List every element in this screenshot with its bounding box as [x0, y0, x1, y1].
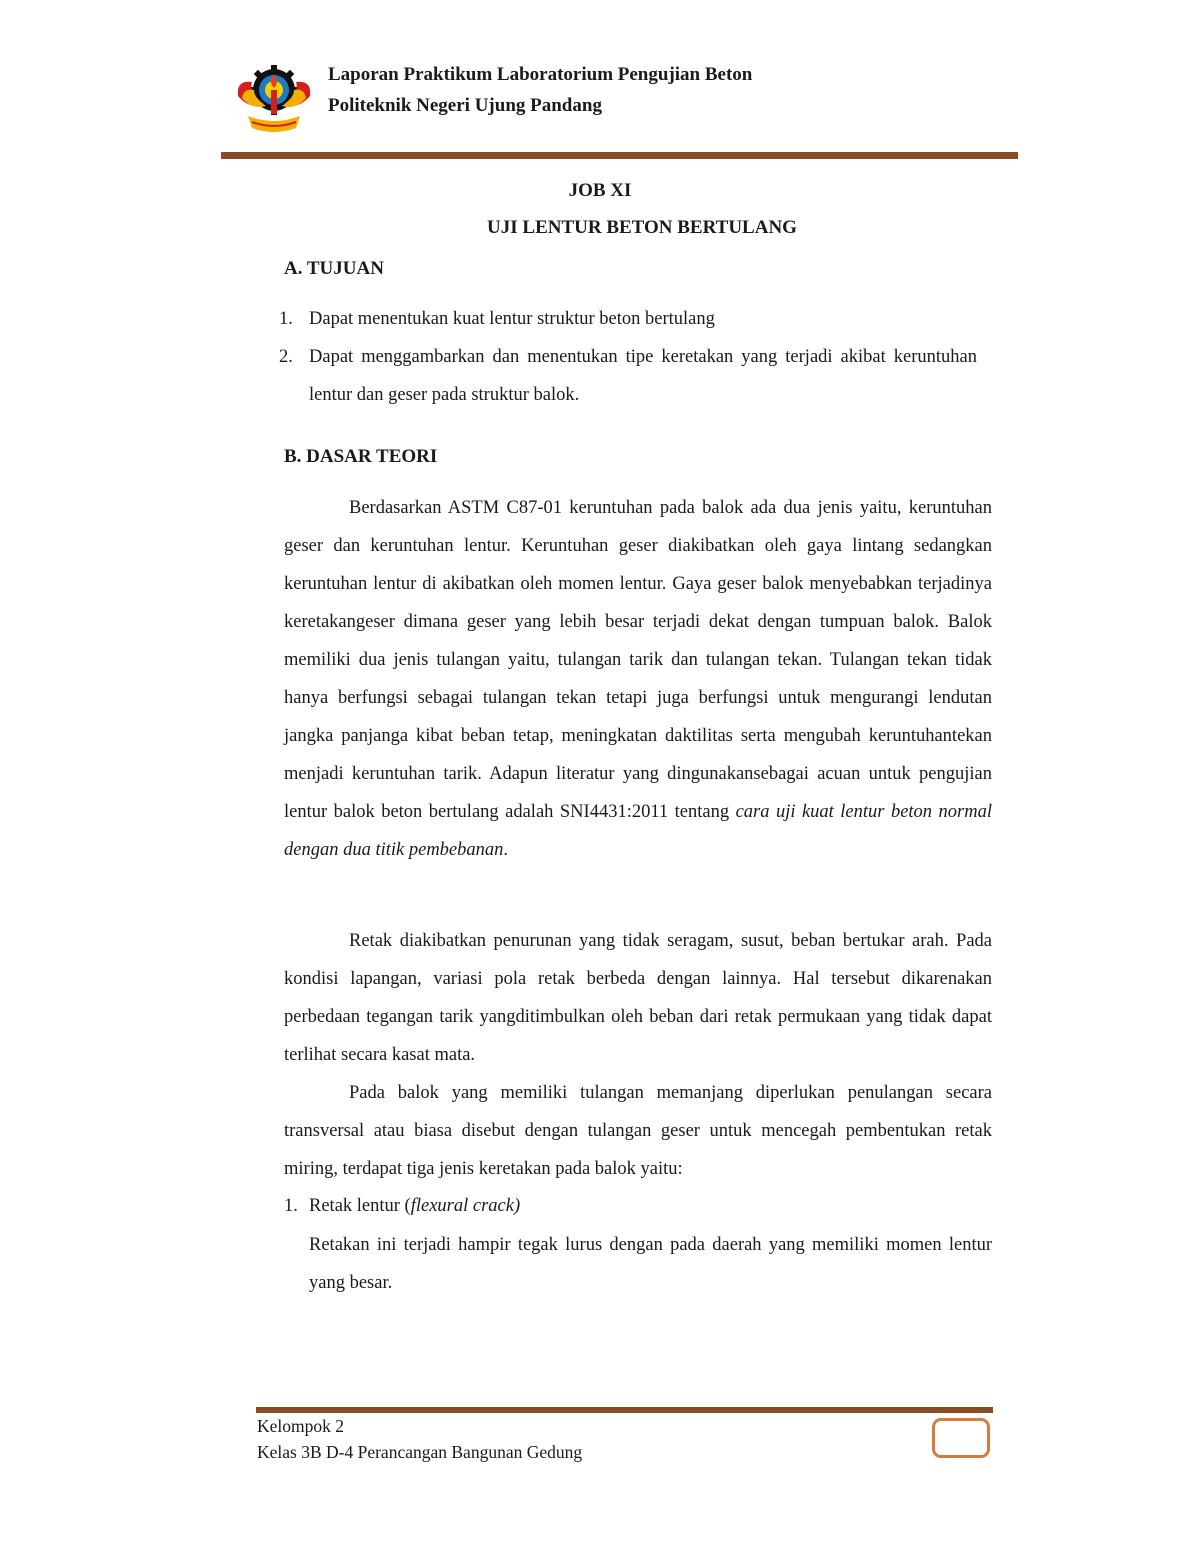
crack-type-1-description: Retakan ini terjadi hampir tegak lurus dengan pada daerah yang memiliki momen lentur yang besar.: [309, 1235, 992, 1293]
footer-group: Kelompok 2: [257, 1416, 345, 1436]
section-a-heading: A. TUJUAN: [284, 258, 384, 279]
footer-class: Kelas 3B D-4 Perancangan Bangunan Gedung: [257, 1442, 583, 1462]
objective-1-number: 1.: [279, 309, 293, 329]
crack-type-1-english: flexural crack): [410, 1196, 521, 1216]
theory-paragraph-1-text: Berdasarkan ASTM C87-01 keruntuhan pada balok ada dua jenis yaitu, keruntuhan geser dan keruntuhan lentur. Keruntuhan geser diakibatkan oleh gaya lintang sedangkan keruntuhan lentur di akibatkan oleh momen lentur. Gaya geser balok menyebabkan terjadinya keretakangeser dimana geser yang lebih besar terjadi dekat dengan tumpuan balok. Balok memiliki dua jenis tulangan yaitu, tulangan tarik dan tulangan tekan. Tulangan tekan tidak hanya berfungsi sebagai tulangan tekan tetapi juga berfungsi untuk mengurangi lendutan jangka panjanga kibat beban tetap, meningkatan daktilitas serta mengubah keruntuhantekan menjadi keruntuhan tarik. Adapun literatur yang dingunakansebagai acuan untuk pengujian lentur balok beton bertulang adalah SNI4431:2011 tentang: [284, 498, 992, 822]
section-b-heading: B. DASAR TEORI: [284, 446, 438, 467]
theory-paragraph-3: Pada balok yang memiliki tulangan memanjang diperlukan penulangan secara transversal atau biasa disebut dengan tulangan geser untuk mencegah pembentukan retak miring, terdapat tiga jenis keretakan pada balok yaitu:: [284, 1083, 992, 1179]
objective-2-number: 2.: [279, 347, 293, 367]
page-number-box: [932, 1418, 990, 1458]
crack-type-1-number: 1.: [284, 1196, 298, 1216]
objective-2-text: Dapat menggambarkan dan menentukan tipe keretakan yang terjadi akibat keruntuhan lentur dan geser pada struktur balok.: [309, 347, 977, 405]
crack-type-1-label: Retak lentur (: [309, 1196, 411, 1216]
objective-1-text: Dapat menentukan kuat lentur struktur beton bertulang: [309, 309, 715, 329]
header-divider: [221, 152, 1018, 159]
footer-divider: [256, 1407, 993, 1413]
theory-paragraph-1-end: .: [503, 840, 509, 860]
job-title: JOB XI: [568, 180, 632, 201]
crack-type-1-heading: [309, 1187, 992, 1225]
standard-title-italic: cara uji kuat lentur beton normal dengan dua titik pembebanan: [284, 802, 992, 860]
main-title: UJI LENTUR BETON BERTULANG: [487, 217, 797, 238]
institution-logo: [234, 60, 314, 138]
theory-paragraph-1: [284, 489, 992, 869]
theory-paragraph-2: Retak diakibatkan penurunan yang tidak seragam, susut, beban bertukar arah. Pada kondisi lapangan, variasi pola retak berbeda dengan lainnya. Hal tersebut dikarenakan perbedaan tegangan tarik yangditimbulkan oleh beban dari retak permukaan yang tidak dapat terlihat secara kasat mata.: [284, 931, 992, 1065]
header-institution-name: Politeknik Negeri Ujung Pandang: [328, 95, 602, 116]
header-report-title: Laporan Praktikum Laboratorium Pengujian Beton: [328, 64, 753, 85]
